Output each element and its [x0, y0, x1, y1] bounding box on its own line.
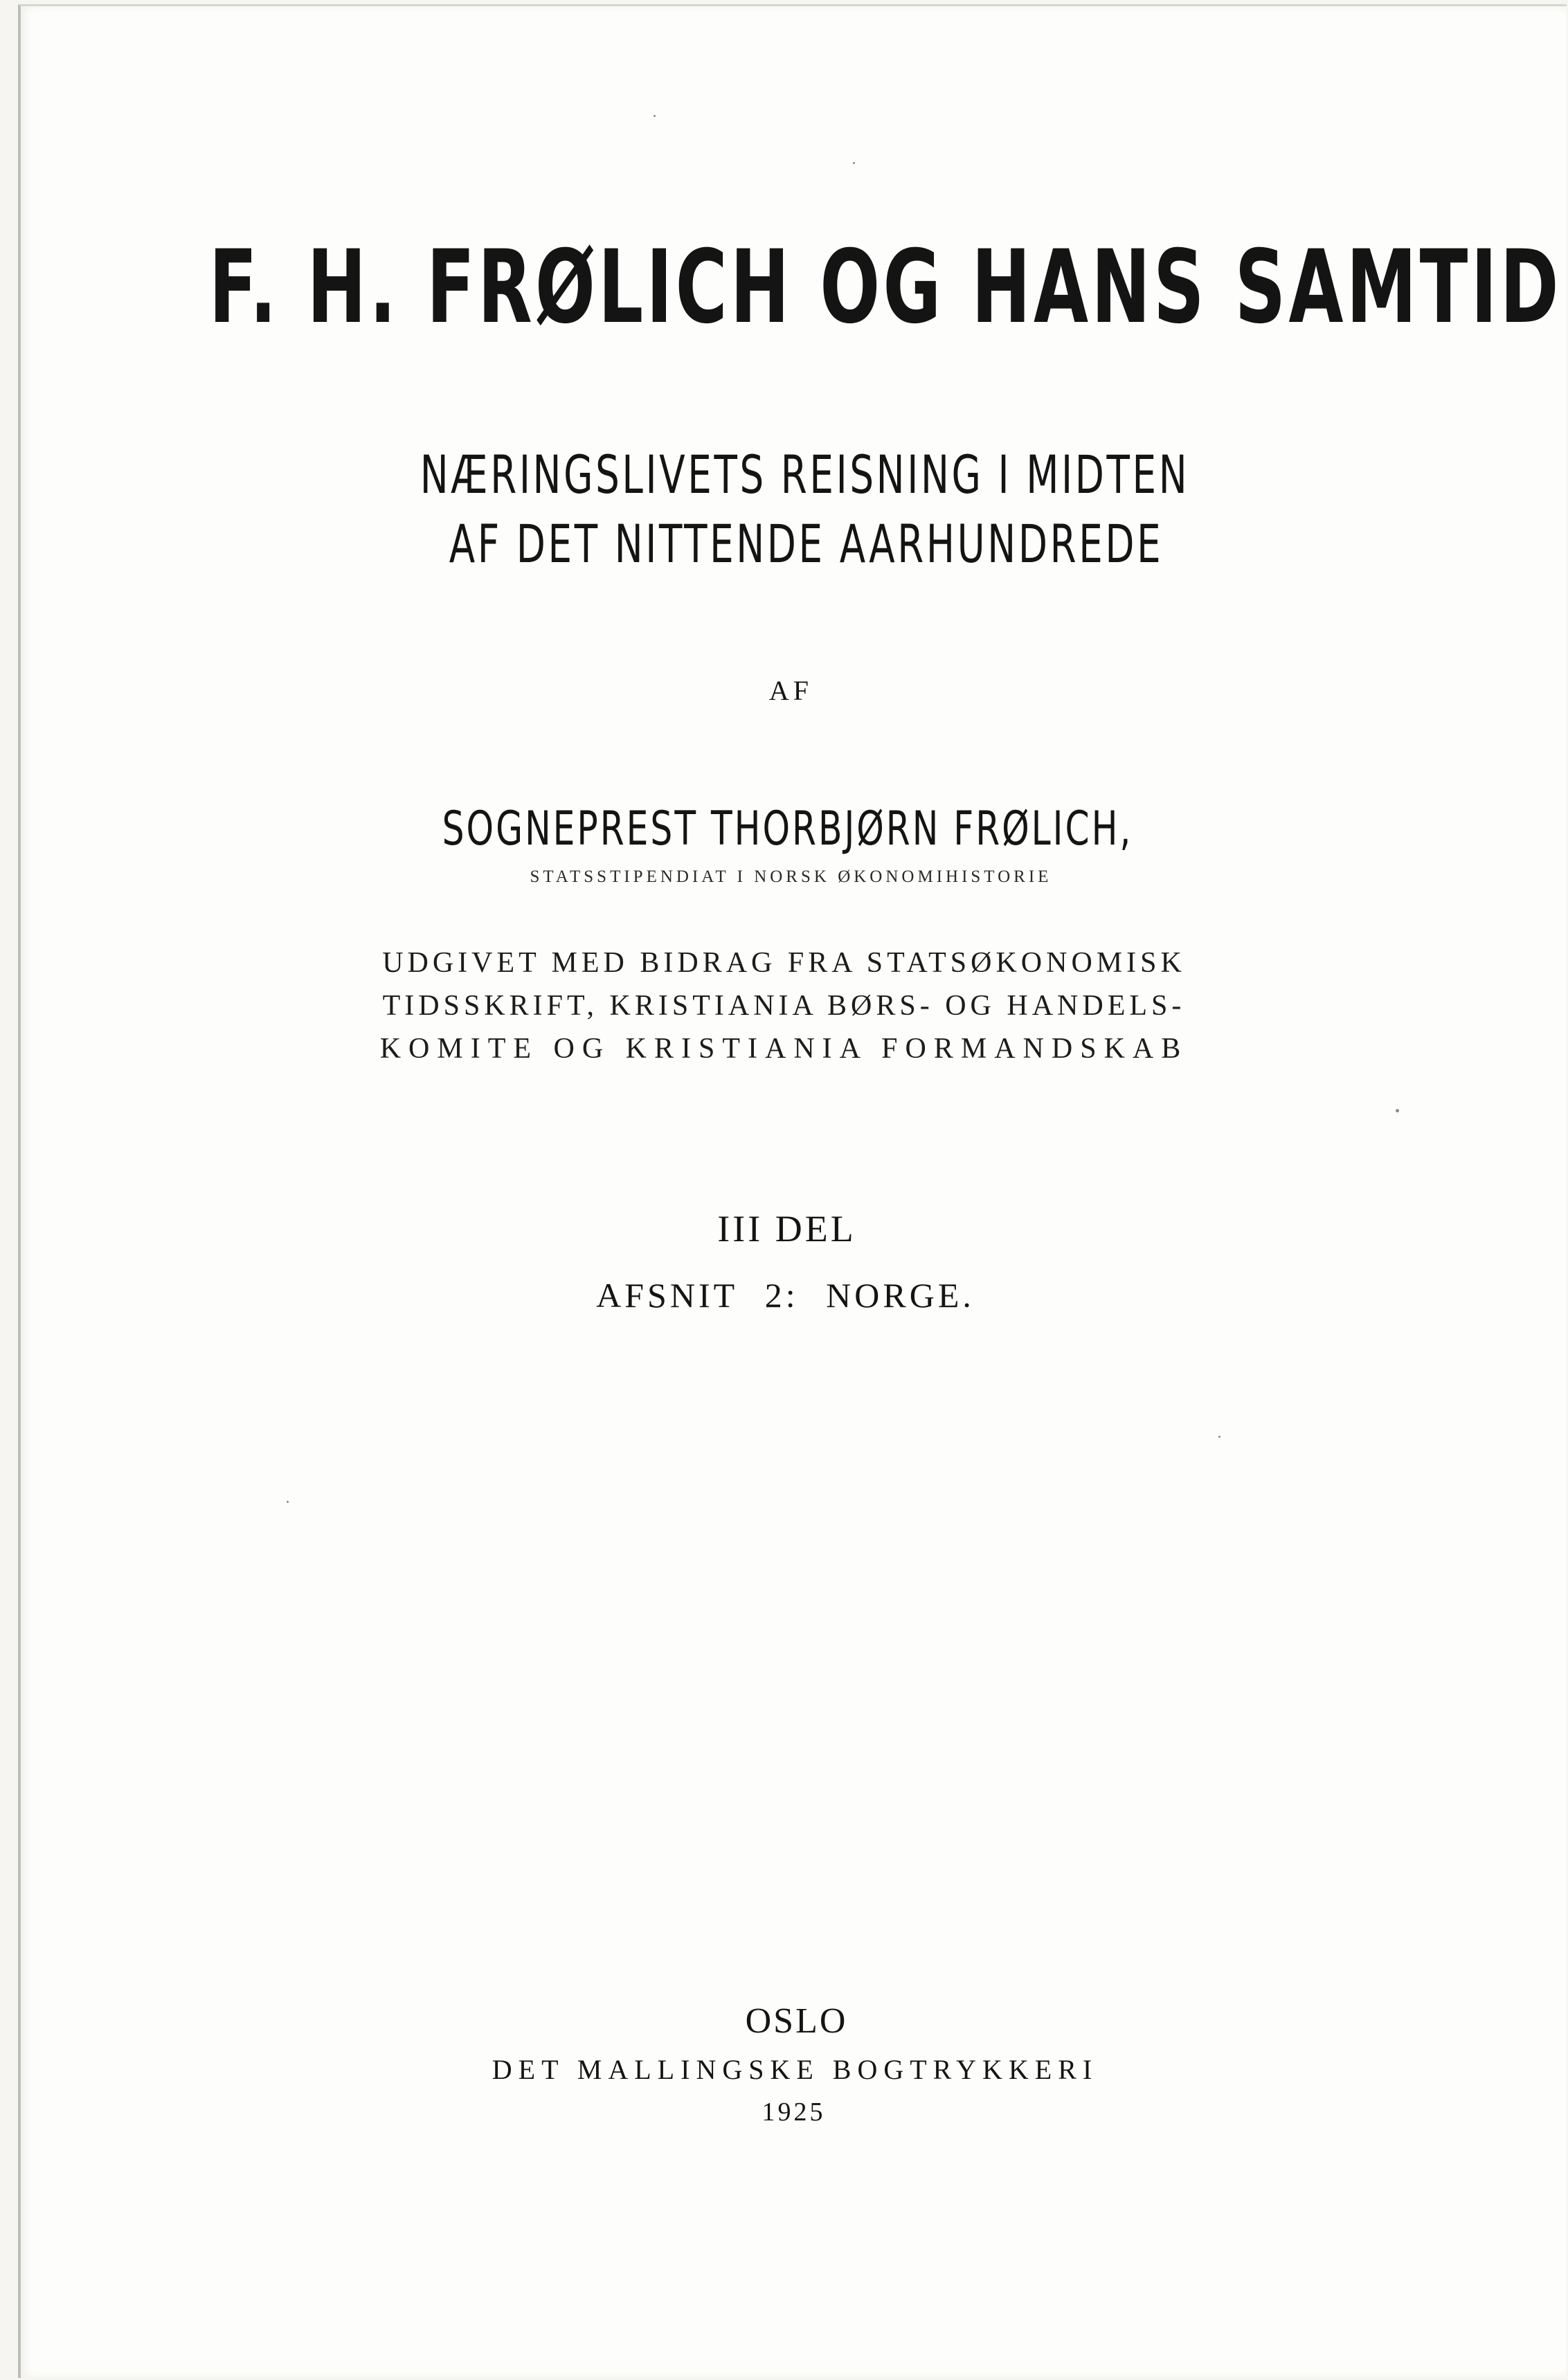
section-label: AFSNIT 2: NORGE. [596, 1276, 975, 1315]
paper-speck [1396, 1109, 1399, 1112]
by-label: AF [768, 675, 813, 706]
paper-speck [287, 1501, 289, 1503]
publication-note-line-2: TIDSSKRIFT, KRISTIANIA BØRS- OG HANDELS- [382, 990, 1186, 1022]
author-name: SOGNEPREST THORBJØRN FRØLICH, [442, 802, 1133, 856]
part-label: III DEL [717, 1208, 856, 1250]
subtitle-line-2: AF DET NITTENDE AARHUNDREDE [449, 513, 1164, 575]
imprint-printer: DET MALLINGSKE BOGTRYKKERI [492, 2054, 1099, 2085]
paper-speck [654, 115, 656, 117]
book-title: F. H. FRØLICH OG HANS SAMTID [208, 228, 1562, 346]
subtitle-line-1: NÆRINGSLIVETS REISNING I MIDTEN [420, 444, 1190, 505]
paper-speck [853, 162, 855, 164]
imprint-city: OSLO [745, 2001, 848, 2041]
publication-note-line-1: UDGIVET MED BIDRAG FRA STATSØKONOMISK [382, 947, 1186, 979]
paper-speck [1218, 1436, 1220, 1438]
publication-note-line-3: KOMITE OG KRISTIANIA FORMANDSKAB [379, 1033, 1189, 1065]
author-title: STATSSTIPENDIAT I NORSK ØKONOMIHISTORIE [530, 867, 1052, 886]
imprint-year: 1925 [762, 2098, 826, 2127]
